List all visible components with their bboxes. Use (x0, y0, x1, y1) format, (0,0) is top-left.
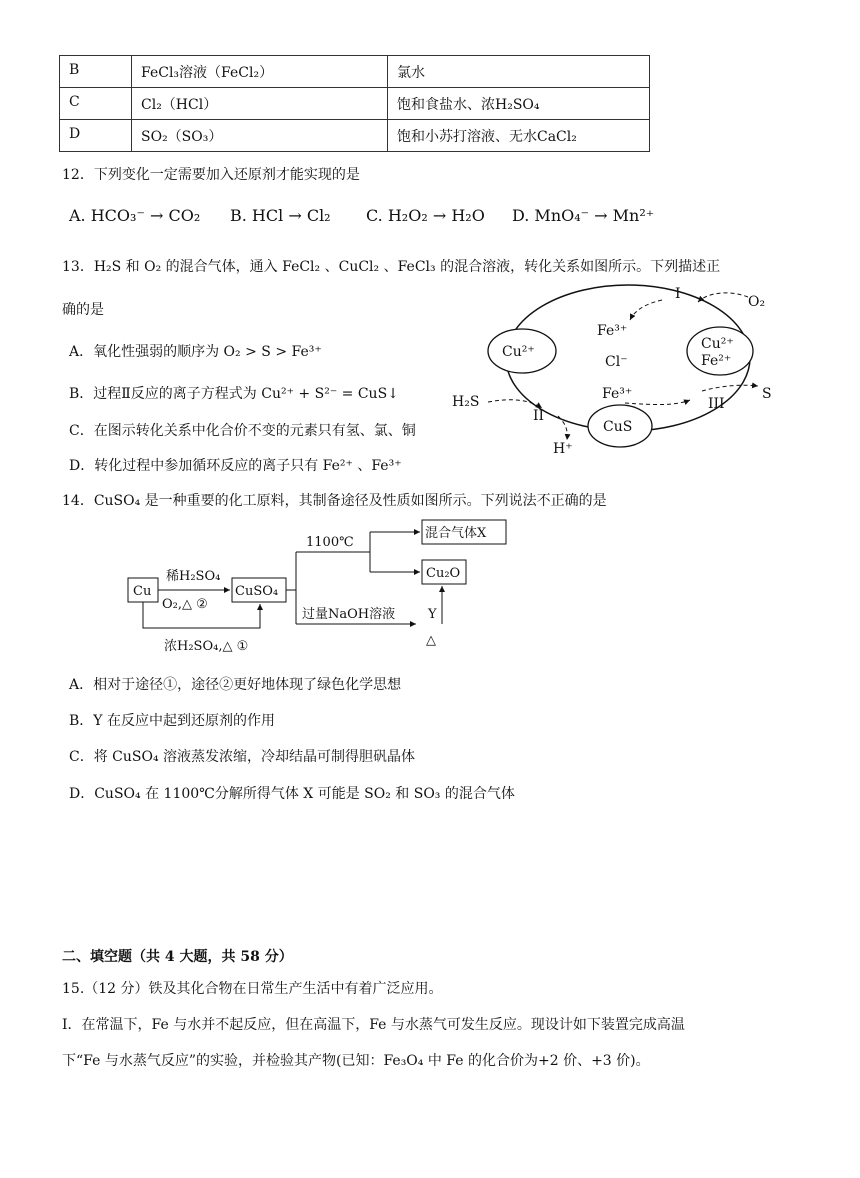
o2-label: O₂ (748, 294, 766, 310)
q15-stem: 15.（12 分）铁及其化合物在日常生产生活中有着广泛应用。 (62, 981, 443, 997)
s-label: S (762, 386, 772, 402)
gas-x-label: 混合气体X (425, 526, 487, 541)
heat-label: △ (426, 633, 436, 648)
q14-option-d: D．CuSO₄ 在 1100℃分解所得气体 X 可能是 SO₂ 和 SO₃ 的混合气体 (69, 786, 515, 802)
arrow-fe3-top (630, 300, 662, 320)
arrow-fe3-bottom (625, 400, 690, 405)
cycle-diagram (440, 278, 800, 468)
row-substance: FeCl₃溶液（FeCl₂） (132, 56, 388, 88)
arrow-s (702, 385, 758, 391)
q14-option-c: C．将 CuSO₄ 溶液蒸发浓缩，冷却结晶可制得胆矾晶体 (69, 749, 416, 765)
row-substance: SO₂（SO₃） (132, 120, 388, 152)
q13-option-c: C．在图示转化关系中化合价不变的元素只有氢、氯、铜 (69, 423, 416, 439)
q12-option-a: A. HCO₃⁻ → CO₂ (69, 206, 201, 225)
roman-ii: II (533, 408, 545, 424)
q12-stem: 12．下列变化一定需要加入还原剂才能实现的是 (62, 167, 360, 183)
cus-label: CuS (603, 419, 633, 435)
cl-label: Cl⁻ (605, 354, 628, 370)
cu2-right-label: Cu²⁺ (701, 336, 734, 352)
roman-i: I (675, 286, 681, 302)
q13-option-a: A．氧化性强弱的顺序为 O₂ > S > Fe³⁺ (69, 344, 322, 360)
q12-option-b: B. HCl → Cl₂ (230, 206, 331, 225)
q12-option-c: C. H₂O₂ → H₂O (366, 206, 485, 225)
fe2-right-label: Fe²⁺ (701, 353, 732, 369)
q13-option-b: B．过程Ⅱ反应的离子方程式为 Cu²⁺ + S²⁻ = CuS↓ (69, 386, 399, 402)
cu2o-label: Cu₂O (426, 566, 461, 581)
naoh-label: 过量NaOH溶液 (302, 607, 396, 622)
q15-part-i-line2: 下“Fe 与水蒸气反应”的实验，并检验其产物(已知：Fe₃O₄ 中 Fe 的化合价为+2 价、+3 价)。 (62, 1053, 650, 1069)
row-label: B (60, 56, 132, 88)
section-heading: 二、填空题（共 4 大题，共 58 分） (62, 949, 293, 965)
row-reagent: 氯水 (388, 56, 650, 88)
table-row (60, 88, 650, 120)
q14-stem: 14．CuSO₄ 是一种重要的化工原料，其制备途径及性质如图所示。下列说法不正确的是 (62, 493, 607, 509)
cu2-left-label: Cu²⁺ (502, 344, 535, 360)
y-label: Y (428, 607, 437, 622)
row-reagent: 饱和小苏打溶液、无水CaCl₂ (388, 120, 650, 152)
q13-stem-line1: 13．H₂S 和 O₂ 的混合气体，通入 FeCl₂ 、CuCl₂ 、FeCl₃ 的混合溶液，转化关系如图所示。下列描述正 (62, 259, 721, 275)
route2-top-label: 稀H₂SO₄ (166, 569, 221, 584)
temp-label: 1100℃ (306, 535, 354, 550)
arrow-o2 (698, 293, 748, 302)
route1-label: 浓H₂SO₄,△ ① (164, 639, 249, 654)
q15-part-i-line1: I．在常温下，Fe 与水并不起反应，但在高温下，Fe 与水蒸气可发生反应。现设计如下装置完成高温 (62, 1017, 685, 1033)
row-label: D (60, 120, 132, 152)
q13-option-d: D．转化过程中参加循环反应的离子只有 Fe²⁺ 、Fe³⁺ (69, 458, 402, 474)
cu-label: Cu (133, 584, 152, 599)
h2s-label: H₂S (452, 394, 480, 410)
fe3-top-label: Fe³⁺ (597, 323, 628, 339)
table-row (60, 56, 650, 88)
q14-option-b: B．Y 在反应中起到还原剂的作用 (69, 713, 275, 729)
q13-stem-line2: 确的是 (62, 302, 104, 318)
q12-option-d: D. MnO₄⁻ → Mn²⁺ (512, 206, 655, 225)
q14-option-a: A．相对于途径①，途径②更好地体现了绿色化学思想 (69, 677, 402, 693)
row-reagent: 饱和食盐水、浓H₂SO₄ (388, 88, 650, 120)
h-plus-label: H⁺ (553, 441, 573, 457)
route2-bottom-label: O₂,△ ② (162, 597, 208, 612)
options-table (59, 55, 650, 152)
roman-iii: III (708, 396, 725, 412)
cuso4-label: CuSO₄ (235, 584, 279, 599)
fe3-bottom-label: Fe³⁺ (602, 386, 633, 402)
row-label: C (60, 88, 132, 120)
row-substance: Cl₂（HCl） (132, 88, 388, 120)
cuso4-flow-diagram (120, 512, 520, 662)
table-row (60, 120, 650, 152)
